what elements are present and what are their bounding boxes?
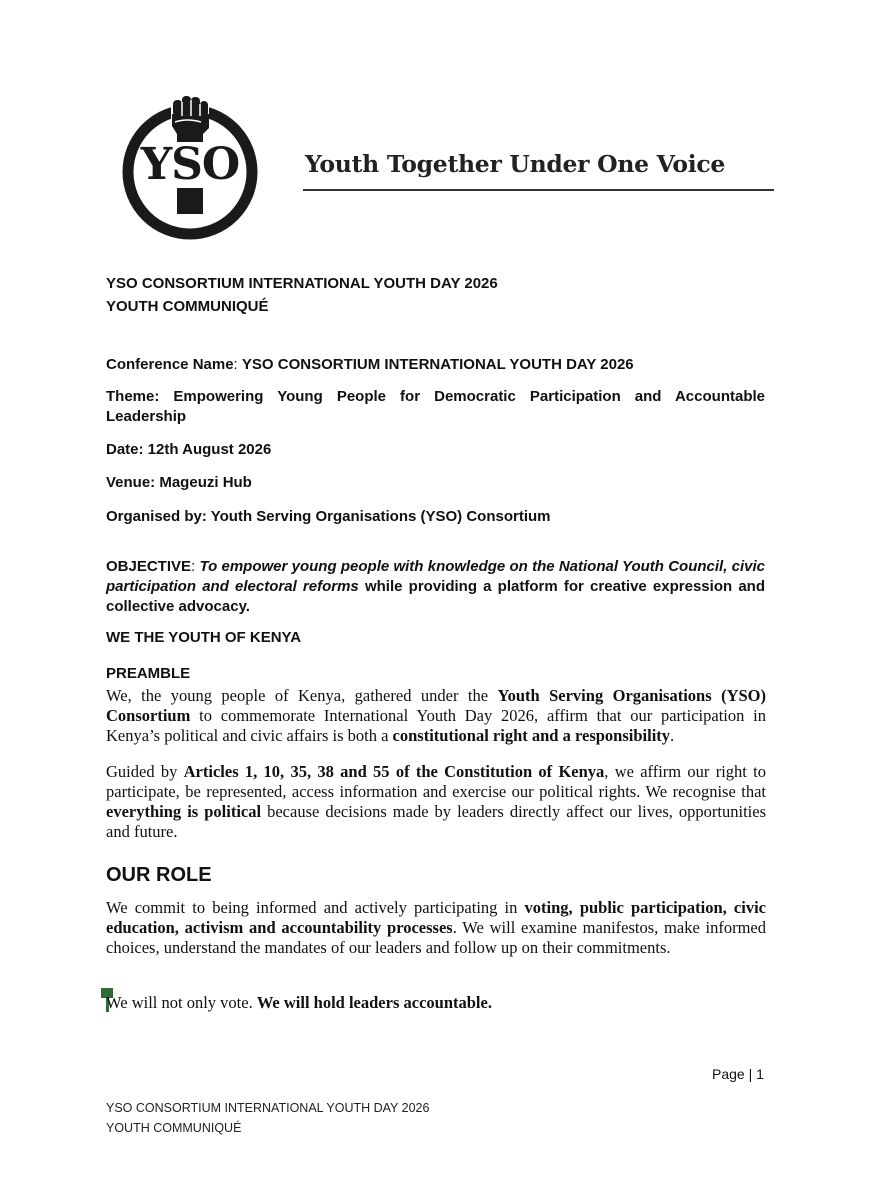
- conference-name-label: Conference Name: [106, 356, 234, 373]
- objective-paragraph: OBJECTIVE: To empower young people with knowledge on the National Youth Council, civic participation and electoral reforms while providing a platform for creative expression and collective advocacy.: [106, 558, 765, 615]
- conference-name-line: Conference Name: YSO CONSORTIUM INTERNATIONAL YOUTH DAY 2026: [106, 356, 634, 373]
- document-subtitle: YOUTH COMMUNIQUÉ: [106, 298, 269, 315]
- organiser-line: Organised by: Youth Serving Organisations (YSO) Consortium: [106, 508, 551, 525]
- tagline: Youth Together Under One Voice: [305, 150, 726, 178]
- theme-line: Theme: Empowering Young People for Democratic Participation and Accountable Leadership: [106, 388, 765, 425]
- venue-line: Venue: Mageuzi Hub: [106, 474, 252, 491]
- preamble-paragraph-2: Guided by Articles 1, 10, 35, 38 and 55 of the Constitution of Kenya, we affirm our right to participate, be represented, access information and exercise our political rights. We recognise that everything is political because decisions made by leaders directly affect our lives, opportunities and future.: [106, 762, 766, 841]
- preamble-paragraph-1: We, the young people of Kenya, gathered under the Youth Serving Organisations (YSO) Consortium to commemorate International Youth Day 2026, affirm that our participation in Kenya’s political and civic affairs is both a constitutional right and a responsibility.: [106, 686, 766, 745]
- tagline-divider: [303, 189, 774, 191]
- page-number: Page | 1: [712, 1066, 764, 1082]
- our-role-heading: OUR ROLE: [106, 864, 212, 886]
- date-line: Date: 12th August 2026: [106, 441, 272, 458]
- footer-line-2: YOUTH COMMUNIQUÉ: [106, 1121, 242, 1135]
- preamble-heading: PREAMBLE: [106, 665, 191, 682]
- our-role-paragraph-2: We will not only vote. We will hold leaders accountable.: [106, 993, 492, 1012]
- we-the-youth-heading: WE THE YOUTH OF KENYA: [106, 629, 302, 646]
- objective-label: OBJECTIVE: [106, 558, 192, 575]
- yso-logo: [117, 92, 263, 242]
- document-title: YSO CONSORTIUM INTERNATIONAL YOUTH DAY 2026: [106, 275, 498, 292]
- objective-rest: while providing a platform for creative expression and collective advocacy.: [106, 578, 765, 615]
- our-role-paragraph-1: We commit to being informed and actively participating in voting, public participation, civic education, activism and accountability processes. We will examine manifestos, make informed choices, understand the mandates of our leaders and follow up on their commitments.: [106, 898, 766, 957]
- conference-name-value: YSO CONSORTIUM INTERNATIONAL YOUTH DAY 2026: [241, 356, 634, 373]
- footer-line-1: YSO CONSORTIUM INTERNATIONAL YOUTH DAY 2026: [106, 1101, 430, 1115]
- logo-text: YSO: [140, 139, 240, 190]
- objective-italic: To empower young people with knowledge on the National Youth Council, civic participation and electoral reforms: [106, 558, 765, 595]
